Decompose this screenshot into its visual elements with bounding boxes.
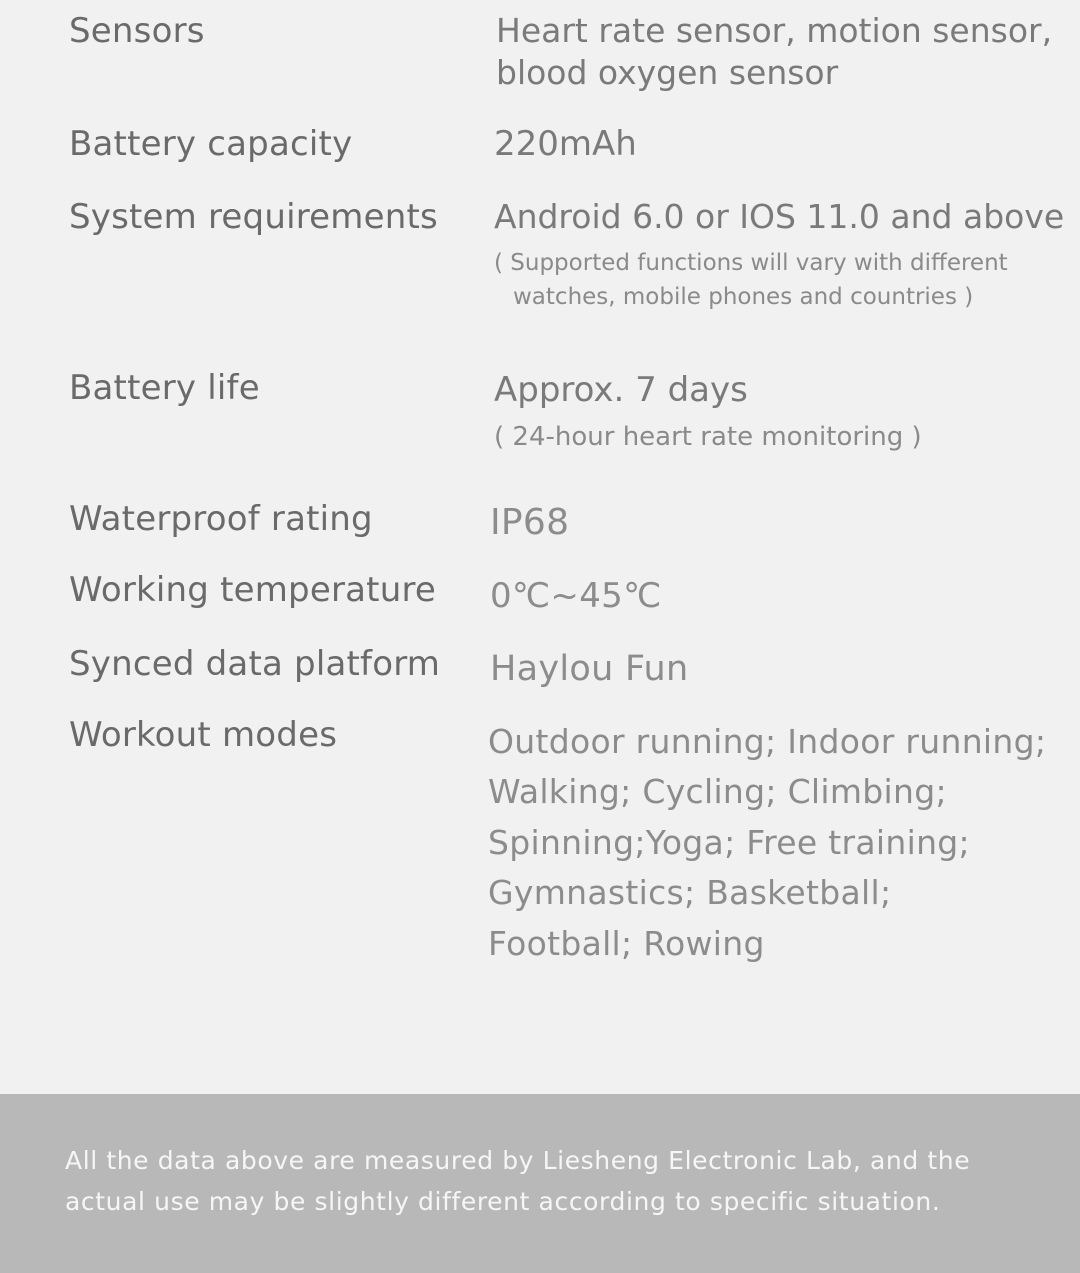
- spec-value-battery-life: Approx. 7 days: [494, 370, 748, 410]
- spec-value-workout-modes-line3: Spinning;Yoga; Free training;: [488, 823, 970, 862]
- spec-value-synced-data-platform: Haylou Fun: [490, 649, 689, 689]
- spec-label-sensors: Sensors: [69, 11, 205, 51]
- spec-label-battery-life: Battery life: [69, 368, 260, 408]
- disclaimer-text: [65, 1140, 1025, 1222]
- spec-note-system-requirements-line1: ( Supported functions will vary with different: [494, 250, 1008, 276]
- spec-value-working-temperature: 0℃~45℃: [490, 576, 662, 616]
- spec-note-battery-life: ( 24-hour heart rate monitoring ): [494, 422, 922, 452]
- spec-value-sensors-line1: Heart rate sensor, motion sensor,: [496, 11, 1053, 50]
- spec-label-battery-capacity: Battery capacity: [69, 124, 353, 164]
- spec-note-system-requirements-line2: watches, mobile phones and countries ): [513, 284, 974, 310]
- spec-label-working-temperature: Working temperature: [69, 570, 436, 610]
- spec-label-waterproof-rating: Waterproof rating: [69, 499, 373, 539]
- spec-value-system-requirements: Android 6.0 or IOS 11.0 and above: [494, 197, 1065, 236]
- disclaimer-footer: [0, 1094, 1080, 1273]
- disclaimer-line-1: All the data above are measured by Liesheng Electronic Lab, and the: [65, 1146, 971, 1175]
- spec-value-workout-modes-line2: Walking; Cycling; Climbing;: [488, 772, 947, 811]
- spec-label-system-requirements: System requirements: [69, 197, 438, 237]
- spec-label-workout-modes: Workout modes: [69, 715, 338, 755]
- spec-value-waterproof-rating: IP68: [490, 502, 570, 543]
- spec-value-workout-modes-line5: Football; Rowing: [488, 924, 765, 963]
- disclaimer-line-2: actual use may be slightly different according to specific situation.: [65, 1187, 941, 1216]
- spec-value-workout-modes-line4: Gymnastics; Basketball;: [488, 873, 892, 912]
- spec-label-synced-data-platform: Synced data platform: [69, 644, 441, 684]
- spec-value-workout-modes-line1: Outdoor running; Indoor running;: [488, 722, 1047, 761]
- spec-value-sensors-line2: blood oxygen sensor: [496, 53, 839, 92]
- spec-value-battery-capacity: 220mAh: [494, 124, 637, 164]
